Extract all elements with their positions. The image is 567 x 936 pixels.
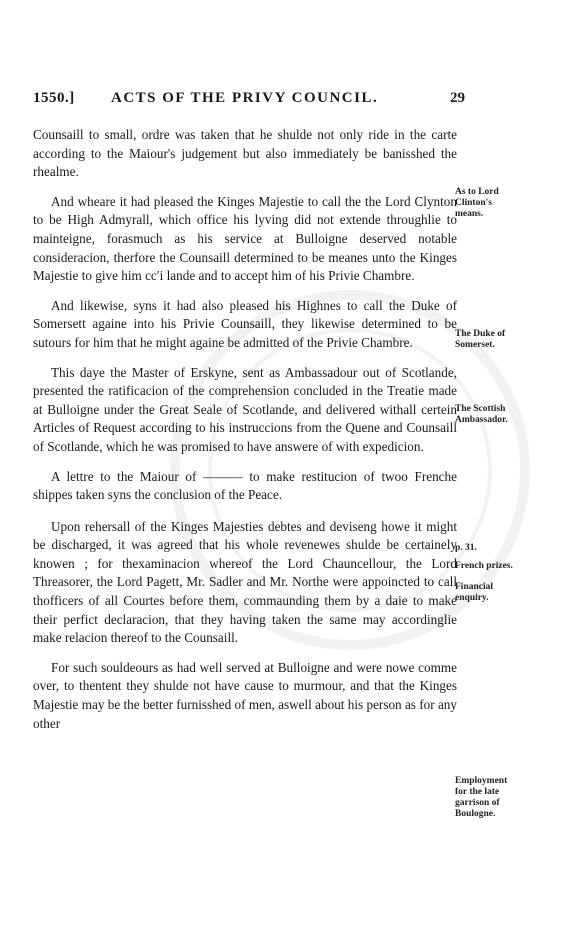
paragraph: This daye the Master of Erskyne, sent as Ambassadour out of Scotlande, presented the ratificacion of the comprehension concluded in the Treatie made at Bulloigne under the Great Seale of Scotlande, and delivered withall certein Articles of Request according to his instruccions from the Quene and Counsaill of Scotlande, which he was promised to have answere of with expedicion. [33,364,457,454]
paragraph: And wheare it had pleased the Kinges Majestie to call the the Lord Clynton to be High Admyrall, which office his lyving did not extende throughlie to mainteigne, forasmuch as his service at Bulloigne deserved notable consideracion, therfore the Counsaill determined to be meanes unto the Kinges Majestie to give him cc′i lande and to accept him of his Privie Chambre. [33,193,457,284]
paragraph: A lettre to the Maiour of ——— to make restitucion of twoo Frenche shippes taken syns the conclusion of the Peace. [33,468,457,503]
running-header [33,90,465,114]
margin-note: Financial enquiry. [455,582,494,603]
margin-note: French prizes. [455,561,513,571]
margin-note: As to Lord Clinton's means. [455,187,499,219]
paragraph: And likewise, syns it had also pleased his Highnes to call the Duke of Somersett againe into his Privie Counsaill, they likewise determined to be sutours for him that he might againe be admitted of the Privie Chambre. [33,297,457,350]
page-number: 29 [450,90,465,106]
margin-note: The Scottish Ambassador. [455,404,508,425]
margin-note: p. 31. [455,543,477,553]
paragraph: Counsaill to small, ordre was taken that he shulde not only ride in the carte according to the Maiour's judgement but also immediately be banisshed the rhealme. [33,127,457,180]
paragraph: Upon rehersall of the Kinges Majesties debtes and deviseng howe it might be discharged, it was agreed that his whole revenewes shulde be certainely knowen ; for thexaminacion whereof the Lord Chauncellour, the Lord Threasorer, the Lord Pagett, Mr. Sadler and Mr. Northe were appoincted to call thofficers of all Courtes before them, commaunding them by a daie to make their perfict declaracion, that they having taken the same may accordinglie make relacion thereof to the Counsaill. [33,518,457,646]
header-year: 1550.] [33,90,75,106]
header-title: ACTS OF THE PRIVY COUNCIL. [111,90,379,106]
paragraph: For such souldeours as had well served at Bulloigne and were nowe comme over, to thentent they shulde not have cause to murmour, and that the Kinges Majestie may be the better furnisshed of men, aswell about his person as for any other [33,659,457,731]
body-text [33,126,457,744]
margin-note: The Duke of Somerset. [455,329,506,350]
margin-note: Employment for the late garrison of Boulogne. [455,776,508,819]
